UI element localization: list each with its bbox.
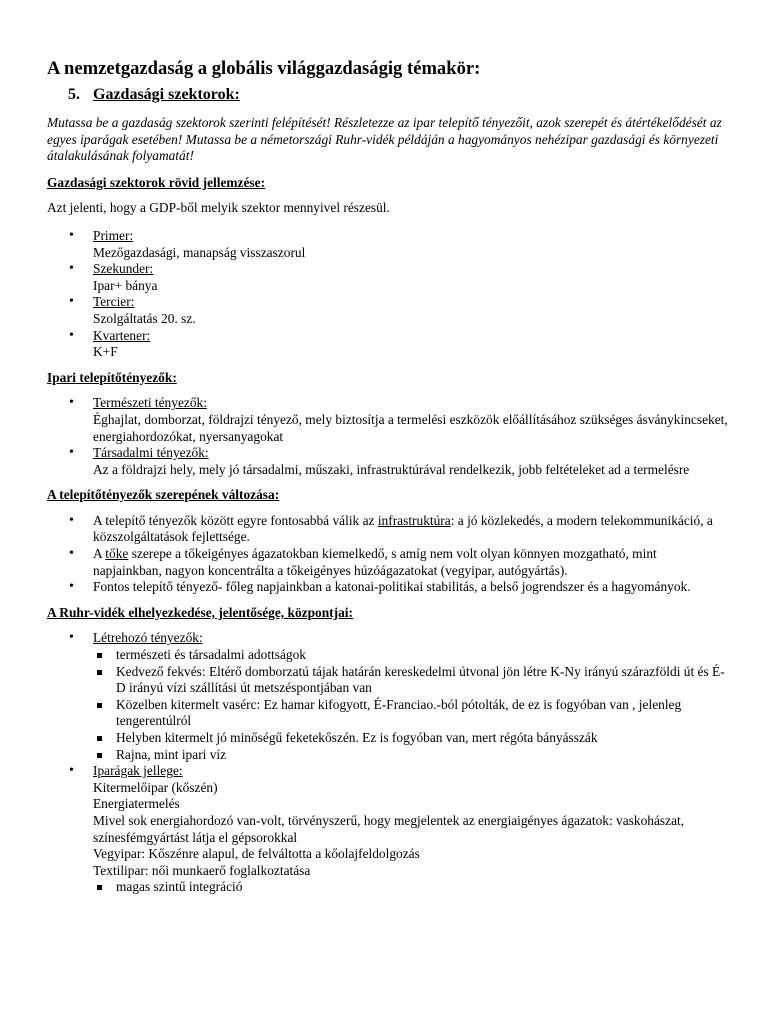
list-item	[47, 546, 728, 579]
sectors-intro: Azt jelenti, hogy a GDP-ből melyik szektor mennyivel részesül.	[47, 200, 390, 216]
item-term: Tercier:	[93, 294, 135, 310]
sub-list-item: Közelben kitermelt vasérc: Ez hamar kifogyott, É-Franciao.-ból pótolták, de ez is fogyóban van , jelenleg tengerentúlról	[93, 697, 728, 730]
list-item	[47, 513, 728, 546]
list-item	[47, 261, 728, 294]
sub-list-item: Helyben kitermelt jó minőségű feketekőszén. Ez is fogyóban van, mert régóta bányásszák	[93, 730, 728, 747]
item-text: szerepe a tőkeigényes ágazatokban kiemelkedő, s amíg nem volt olyan könnyen mozgatható, mint napjainkban, nagyon koncentrálta a tőkeigényes húzóágazatokat (vegyipar, autógyártás).	[93, 546, 657, 578]
location-factors-heading: Ipari telepítőtényezők:	[47, 369, 177, 385]
factor-role-change-heading: A telepítőtényezők szerepének változása:	[47, 487, 280, 503]
sub-list-item: természeti és társadalmi adottságok	[93, 647, 728, 664]
sectors-list	[47, 228, 728, 361]
item-desc: Éghajlat, domborzat, földrajzi tényező, mely biztosítja a termelési eszközök előállításához szükséges ásványkincseket, energiahordozókat, nyersanyagokat	[93, 411, 728, 444]
task-description: Mutassa be a gazdaság szektorok szerinti felépítését! Részletezze az ipar telepítő tényezőit, azok szerepét és átértékelődését az egyes iparágak esetében! Mutassa be a németországi Ruhr-vidék példáján a hagyományos nehézipar gazdasági és környezeti átalakulásának folyamatát!	[47, 115, 722, 164]
sub-list-item: Rajna, mint ipari víz	[93, 747, 728, 764]
item-desc: Az a földrajzi hely, mely jó társadalmi, műszaki, infrastruktúrával rendelkezik, jobb feltételeket ad a termelésre	[93, 461, 690, 477]
item-line: Energiatermelés	[93, 796, 180, 812]
item-desc: Mezőgazdasági, manapság visszaszorul	[93, 244, 306, 260]
list-item	[47, 228, 728, 261]
list-item	[47, 763, 728, 896]
item-term: Létrehozó tényezők:	[93, 630, 203, 646]
location-factors-list	[47, 395, 728, 478]
item-line: Textilipar: női munkaerő foglalkoztatása	[93, 862, 311, 878]
sub-list	[93, 879, 728, 896]
section-heading-5	[68, 85, 728, 105]
list-item	[47, 445, 728, 478]
document-title: A nemzetgazdaság a globális világgazdaságig témakör:	[47, 58, 481, 79]
list-item	[47, 395, 728, 445]
item-desc: K+F	[93, 344, 118, 360]
item-line: Vegyipar: Kőszénre alapul, de felváltotta a kőolajfeldolgozás	[93, 846, 420, 862]
sub-list	[93, 647, 728, 763]
item-text: A telepítő tényezők között egyre fontosabbá válik az	[93, 512, 378, 528]
item-line: Kitermelőipar (kőszén)	[93, 779, 218, 795]
item-term: Természeti tényezők:	[93, 395, 207, 411]
item-term: Kvartener:	[93, 327, 151, 343]
item-desc: Ipar+ bánya	[93, 277, 158, 293]
item-term: Primer:	[93, 227, 134, 243]
ruhr-list	[47, 630, 728, 896]
sub-list-item: magas szintű integráció	[93, 879, 728, 896]
section-title: Gazdasági szektorok:	[93, 86, 240, 103]
item-keyword: infrastruktúra	[377, 512, 451, 528]
list-item	[47, 328, 728, 361]
item-text: A	[93, 546, 106, 562]
ruhr-heading: A Ruhr-vidék elhelyezkedése, jelentősége, központjai:	[47, 604, 353, 620]
item-text: : a jó közlekedés, a modern telekommunikáció, a közszolgáltatások fejlettsége.	[93, 512, 713, 545]
item-text: Fontos telepítő tényező- főleg napjainkban a katonai-politikai stabilitás, a belső jogrendszer és a hagyományok.	[93, 579, 691, 595]
section-number: 5.	[68, 86, 80, 103]
list-item	[47, 294, 728, 327]
item-term: Iparágak jellege:	[93, 763, 183, 779]
list-item	[47, 579, 728, 596]
sub-list-item: Kedvező fekvés: Eltérő domborzatú tájak határán kereskedelmi útvonal jön létre K-Ny irányú szárazföldi út és É-D irányú vízi szállítási út metszéspontjában van	[93, 664, 728, 697]
sectors-heading: Gazdasági szektorok rövid jellemzése:	[47, 174, 266, 190]
factor-role-change-list	[47, 513, 728, 596]
list-item	[47, 630, 728, 763]
item-term: Szekunder:	[93, 261, 154, 277]
item-term: Társadalmi tényezők:	[93, 445, 209, 461]
item-desc: Szolgáltatás 20. sz.	[93, 310, 196, 326]
item-line: Mivel sok energiahordozó van-volt, törvényszerű, hogy megjelentek az energiaigényes ágazatok: vaskohászat, színesfémgyártást látja el gépsorokkal	[93, 812, 685, 845]
item-keyword: tőke	[105, 546, 129, 562]
